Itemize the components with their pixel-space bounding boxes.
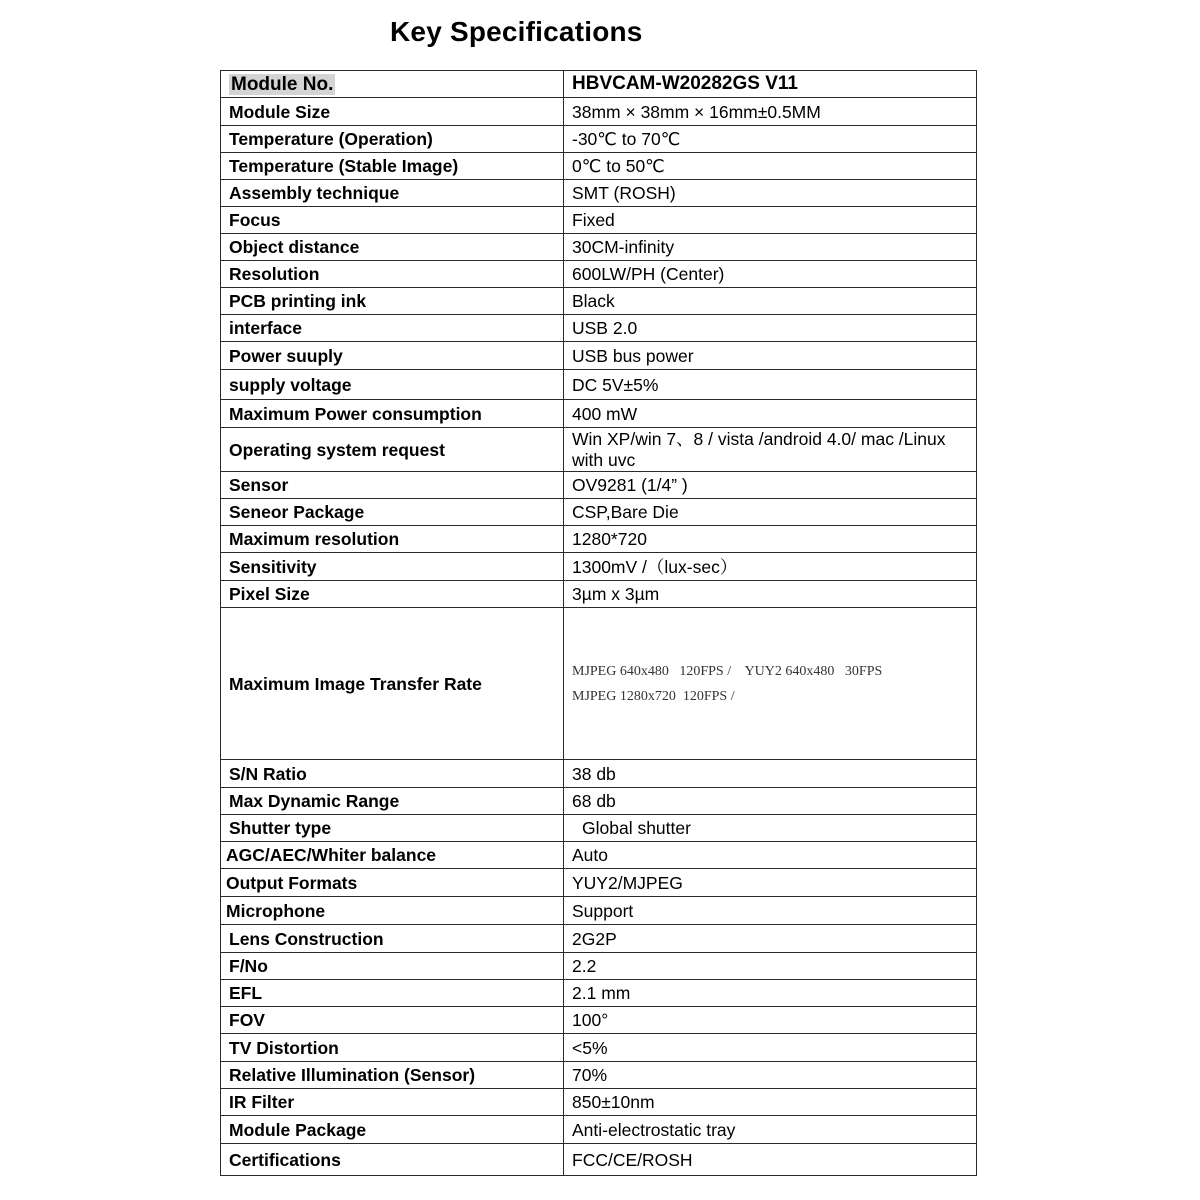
spec-value bbox=[564, 608, 977, 760]
table-row bbox=[221, 342, 977, 370]
spec-key: Relative Illumination (Sensor) bbox=[221, 1062, 564, 1089]
spec-key: Focus bbox=[221, 207, 564, 234]
table-row bbox=[221, 126, 977, 153]
spec-key: EFL bbox=[221, 980, 564, 1007]
spec-value: FCC/CE/ROSH bbox=[564, 1144, 977, 1176]
spec-key: Object distance bbox=[221, 234, 564, 261]
spec-key: FOV bbox=[221, 1007, 564, 1034]
spec-key: Temperature (Stable Image) bbox=[221, 153, 564, 180]
table-header-row bbox=[221, 71, 977, 98]
table-row bbox=[221, 499, 977, 526]
table-row bbox=[221, 400, 977, 428]
table-row bbox=[221, 180, 977, 207]
module-no-label-text: Module No. bbox=[231, 73, 334, 95]
table-row bbox=[221, 815, 977, 842]
spec-key: Power suuply bbox=[221, 342, 564, 370]
spec-value: -30℃ to 70℃ bbox=[564, 126, 977, 153]
table-row bbox=[221, 234, 977, 261]
spec-key: interface bbox=[221, 315, 564, 342]
spec-value: <5% bbox=[564, 1034, 977, 1062]
spec-value: 68 db bbox=[564, 788, 977, 815]
spec-value: Auto bbox=[564, 842, 977, 869]
spec-value: 400 mW bbox=[564, 400, 977, 428]
module-no-label bbox=[221, 71, 564, 98]
spec-key: Maximum resolution bbox=[221, 526, 564, 553]
table-row bbox=[221, 1144, 977, 1176]
spec-key: S/N Ratio bbox=[221, 760, 564, 788]
table-row bbox=[221, 953, 977, 980]
table-row bbox=[221, 288, 977, 315]
table-row bbox=[221, 760, 977, 788]
table-row bbox=[221, 315, 977, 342]
spec-key: Shutter type bbox=[221, 815, 564, 842]
spec-value: 1280*720 bbox=[564, 526, 977, 553]
spec-key: Pixel Size bbox=[221, 581, 564, 608]
spec-value: 600LW/PH (Center) bbox=[564, 261, 977, 288]
table-row bbox=[221, 925, 977, 953]
table-row bbox=[221, 370, 977, 400]
table-row bbox=[221, 1007, 977, 1034]
table-row bbox=[221, 1034, 977, 1062]
module-no-value: HBVCAM-W20282GS V11 bbox=[564, 71, 977, 98]
spec-value: DC 5V±5% bbox=[564, 370, 977, 400]
table-row bbox=[221, 428, 977, 472]
spec-value: Anti-electrostatic tray bbox=[564, 1116, 977, 1144]
table-row bbox=[221, 980, 977, 1007]
spec-key: Certifications bbox=[221, 1144, 564, 1176]
spec-value: 850±10nm bbox=[564, 1089, 977, 1116]
table-row bbox=[221, 788, 977, 815]
spec-value: 0℃ to 50℃ bbox=[564, 153, 977, 180]
spec-key: Sensitivity bbox=[221, 553, 564, 581]
table-row bbox=[221, 1089, 977, 1116]
spec-key: Temperature (Operation) bbox=[221, 126, 564, 153]
table-row bbox=[221, 581, 977, 608]
spec-value: 1300mV /（lux-sec） bbox=[564, 553, 977, 581]
table-row bbox=[221, 869, 977, 897]
spec-key: Maximum Image Transfer Rate bbox=[221, 608, 564, 760]
spec-key: Module Size bbox=[221, 98, 564, 126]
table-row bbox=[221, 261, 977, 288]
spec-key: Microphone bbox=[221, 897, 564, 925]
spec-key: AGC/AEC/Whiter balance bbox=[221, 842, 564, 869]
spec-key: PCB printing ink bbox=[221, 288, 564, 315]
spec-key: Assembly technique bbox=[221, 180, 564, 207]
transfer-rate-line-2: MJPEG 1280x720 120FPS / bbox=[572, 688, 735, 704]
table-row bbox=[221, 608, 977, 760]
spec-key: Lens Construction bbox=[221, 925, 564, 953]
spec-value: Fixed bbox=[564, 207, 977, 234]
spec-value: 100° bbox=[564, 1007, 977, 1034]
spec-value: Win XP/win 7、8 / vista /android 4.0/ mac /Linux with uvc bbox=[564, 428, 977, 472]
spec-value: 70% bbox=[564, 1062, 977, 1089]
spec-key: Maximum Power consumption bbox=[221, 400, 564, 428]
table-row bbox=[221, 1062, 977, 1089]
table-row bbox=[221, 472, 977, 499]
spec-table bbox=[220, 70, 977, 1176]
spec-key: Seneor Package bbox=[221, 499, 564, 526]
table-row bbox=[221, 526, 977, 553]
spec-value: OV9281 (1/4” ) bbox=[564, 472, 977, 499]
spec-value: 3µm x 3µm bbox=[564, 581, 977, 608]
spec-value: USB bus power bbox=[564, 342, 977, 370]
transfer-rate-line-1: MJPEG 640x480 120FPS / YUY2 640x480 30FPS bbox=[572, 663, 883, 679]
table-row bbox=[221, 897, 977, 925]
spec-value: CSP,Bare Die bbox=[564, 499, 977, 526]
spec-value: USB 2.0 bbox=[564, 315, 977, 342]
table-row bbox=[221, 1116, 977, 1144]
spec-value: 2.1 mm bbox=[564, 980, 977, 1007]
spec-value: 30CM-infinity bbox=[564, 234, 977, 261]
spec-key: Max Dynamic Range bbox=[221, 788, 564, 815]
spec-value: SMT (ROSH) bbox=[564, 180, 977, 207]
spec-key: TV Distortion bbox=[221, 1034, 564, 1062]
table-row bbox=[221, 207, 977, 234]
table-row bbox=[221, 842, 977, 869]
spec-key: Sensor bbox=[221, 472, 564, 499]
spec-value: Global shutter bbox=[564, 815, 977, 842]
spec-key: Output Formats bbox=[221, 869, 564, 897]
table-row bbox=[221, 98, 977, 126]
spec-value: 38mm × 38mm × 16mm±0.5MM bbox=[564, 98, 977, 126]
page-title: Key Specifications bbox=[390, 16, 643, 47]
spec-value: Black bbox=[564, 288, 977, 315]
spec-key: Operating system request bbox=[221, 428, 564, 472]
table-row bbox=[221, 553, 977, 581]
spec-key: IR Filter bbox=[221, 1089, 564, 1116]
spec-key: Resolution bbox=[221, 261, 564, 288]
spec-value: 38 db bbox=[564, 760, 977, 788]
spec-key: Module Package bbox=[221, 1116, 564, 1144]
spec-value: 2.2 bbox=[564, 953, 977, 980]
spec-key: supply voltage bbox=[221, 370, 564, 400]
spec-value: Support bbox=[564, 897, 977, 925]
spec-key: F/No bbox=[221, 953, 564, 980]
spec-value: YUY2/MJPEG bbox=[564, 869, 977, 897]
spec-value: 2G2P bbox=[564, 925, 977, 953]
table-row bbox=[221, 153, 977, 180]
